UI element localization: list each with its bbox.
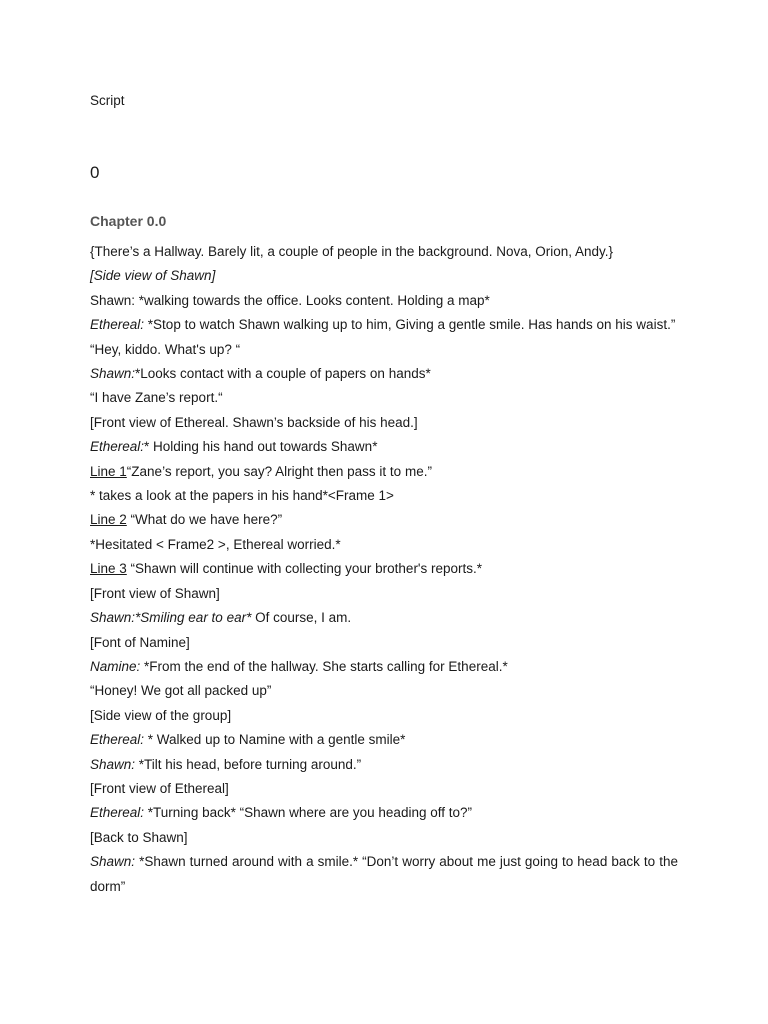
speaker-label: Ethereal: (90, 732, 145, 748)
line-text: “Zane’s report, you say? Alright then pass it to me.” (126, 463, 432, 479)
line-text: *Turning back* “Shawn where are you heading off to?” (144, 805, 472, 821)
line-text: [Front view of Ethereal] (90, 780, 229, 796)
script-line (90, 386, 678, 410)
speaker-label: Shawn: (90, 756, 136, 772)
script-line (90, 582, 678, 606)
script-line (90, 606, 678, 630)
line-text: *From the end of the hallway. She starts calling for Ethereal.* (140, 658, 508, 674)
script-line (90, 508, 678, 532)
line-text: [Front view of Ethereal. Shawn’s backside of his head.] (90, 414, 418, 430)
speaker-label: Shawn: (90, 366, 136, 382)
script-line (90, 655, 678, 679)
script-line (90, 338, 678, 362)
line-text: * Walked up to Namine with a gentle smile* (144, 732, 406, 748)
script-line (90, 411, 678, 435)
line-text: Of course, I am. (251, 610, 352, 626)
script-line (90, 753, 678, 777)
line-reference: Line 2 (90, 512, 127, 528)
script-line (90, 435, 678, 459)
line-text: [Front view of Shawn] (90, 585, 220, 601)
script-line (90, 460, 678, 484)
line-text: “I have Zane’s report.“ (90, 390, 223, 406)
line-text: “Shawn will continue with collecting your brother's reports.* (126, 561, 483, 577)
script-line (90, 679, 678, 703)
script-line (90, 533, 678, 557)
speaker-label: [Side view of Shawn] (90, 268, 216, 284)
script-line (90, 704, 678, 728)
speaker-label: Ethereal: (90, 805, 145, 821)
line-text: Shawn: *walking towards the office. Looks content. Holding a map* (90, 292, 490, 308)
line-text: *Tilt his head, before turning around.” (135, 756, 362, 772)
line-text: [Back to Shawn] (90, 829, 188, 845)
line-text: * Holding his hand out towards Shawn* (144, 439, 378, 455)
line-text: * takes a look at the papers in his hand*<Frame 1> (90, 488, 394, 504)
script-line (90, 289, 678, 313)
line-text: “Hey, kiddo. What's up? “ (90, 341, 241, 357)
speaker-label: Namine: (90, 658, 141, 674)
line-text: *Shawn turned around with a smile.* “Don’t worry about me just going to head back to the dorm” (90, 854, 678, 894)
speaker-label: Ethereal: (90, 317, 145, 333)
script-line (90, 826, 678, 850)
line-text: “What do we have here?” (126, 512, 283, 528)
line-reference: Line 3 (90, 561, 127, 577)
script-body (90, 240, 678, 899)
script-line (90, 362, 678, 386)
chapter-heading: Chapter 0.0 (90, 213, 167, 229)
script-line (90, 557, 678, 581)
script-line (90, 484, 678, 508)
script-line (90, 264, 678, 288)
line-text: “Honey! We got all packed up” (90, 683, 272, 699)
line-text: *Stop to watch Shawn walking up to him, Giving a gentle smile. Has hands on his waist.” (144, 317, 676, 333)
script-line (90, 631, 678, 655)
line-text: *Hesitated < Frame2 >, Ethereal worried.* (90, 536, 341, 552)
script-line (90, 240, 678, 264)
speaker-label: Shawn: (90, 854, 136, 870)
line-text: *Looks contact with a couple of papers on hands* (135, 366, 431, 382)
section-number: 0 (90, 163, 100, 182)
line-reference: Line 1 (90, 463, 127, 479)
document-title: Script (90, 93, 125, 108)
line-text: [Side view of the group] (90, 707, 232, 723)
script-line (90, 850, 678, 899)
line-text: [Font of Namine] (90, 634, 190, 650)
speaker-label: Shawn:*Smiling ear to ear* (90, 610, 252, 626)
speaker-label: Ethereal: (90, 439, 145, 455)
script-line (90, 777, 678, 801)
script-line (90, 728, 678, 752)
script-line (90, 313, 678, 337)
script-line (90, 801, 678, 825)
line-text: {There’s a Hallway. Barely lit, a couple of people in the background. Nova, Orion, Andy.} (90, 244, 614, 259)
